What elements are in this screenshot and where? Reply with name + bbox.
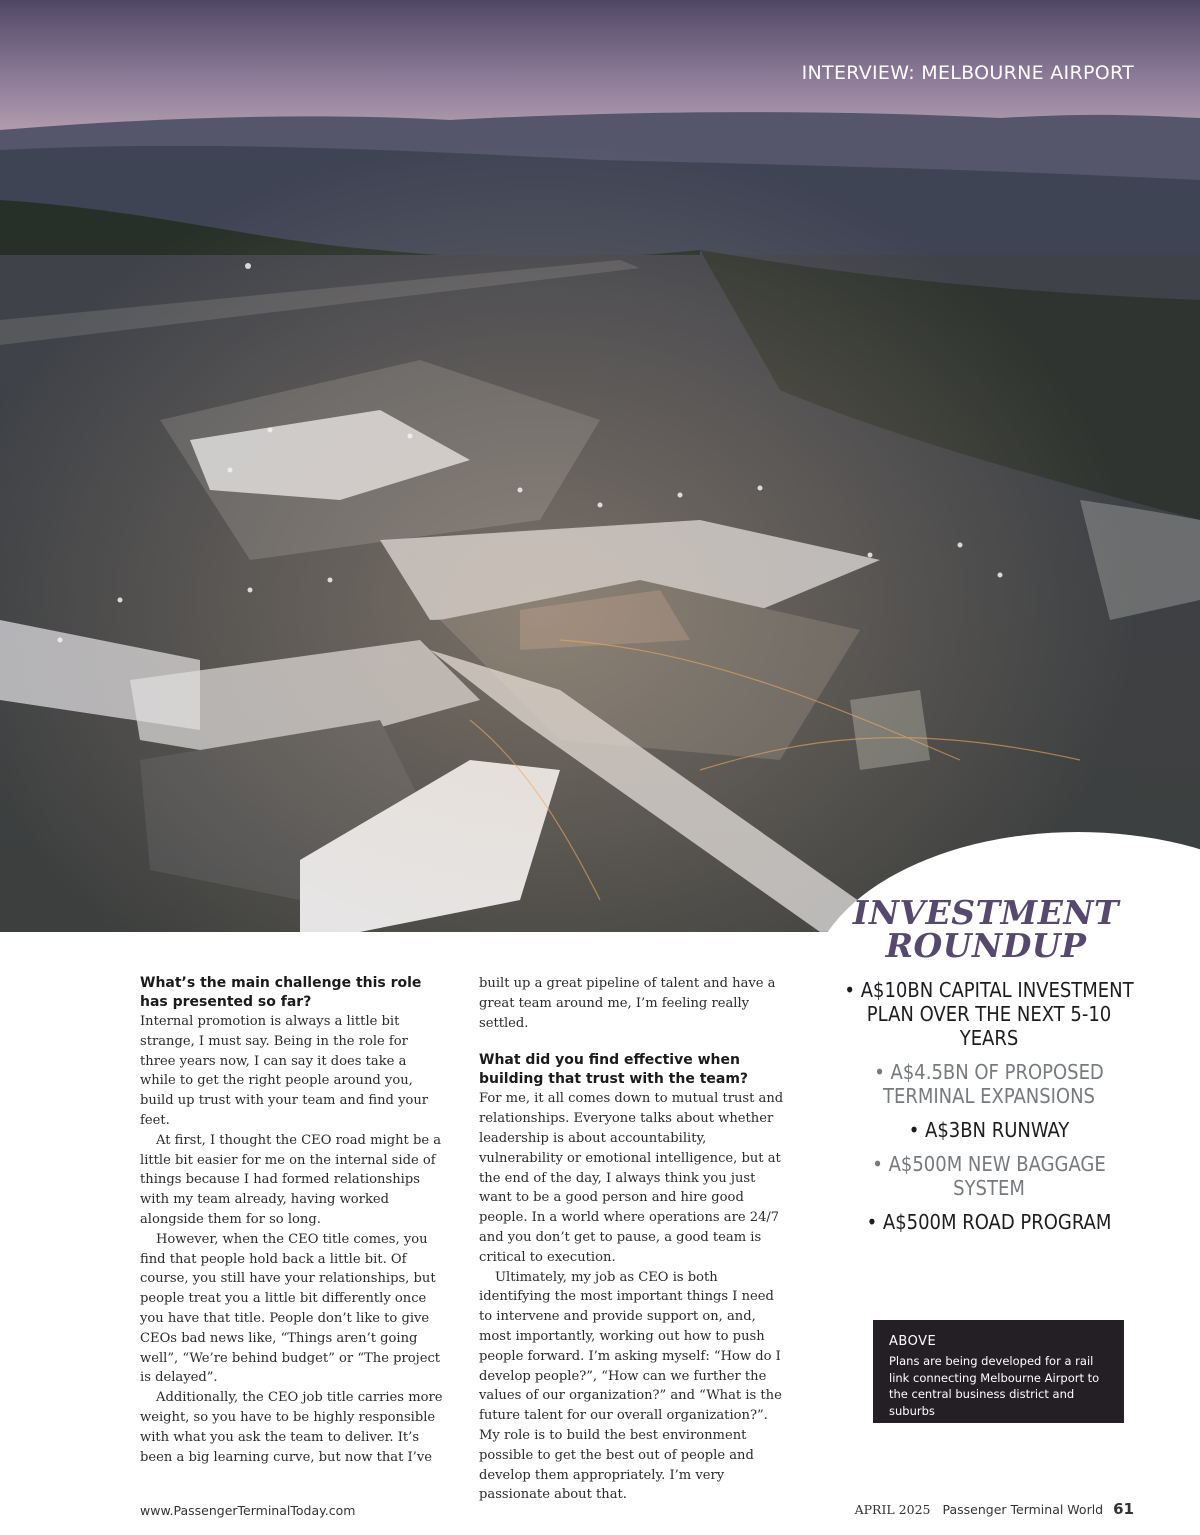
roundup-item: • A$10BN CAPITAL INVESTMENT PLAN OVER THE NEXT 5-10 YEARS	[844, 978, 1134, 1050]
article-paragraph: At first, I thought the CEO road might be a little bit easier for me on the internal side of things because I had formed relationships with my team already, having worked alongside them for so long.	[140, 1132, 442, 1227]
caption-text: Plans are being developed for a rail link connecting Melbourne Airport to the central business district and suburbs	[889, 1354, 1100, 1418]
article-paragraph: For me, it all comes down to mutual trust and relationships. Everyone talks about whether leadership is about accountability, vulnerability or emotional intelligence, but at the end of the day, I always think you just want to be a good person and hire good people. In a world where operations are 24/7 and you don’t get to pause, a good team is critical to execution.	[479, 1091, 784, 1265]
roundup-title-line1: INVESTMENT	[852, 893, 1120, 932]
footer-folio	[855, 1500, 1134, 1518]
section-kicker: INTERVIEW: MELBOURNE AIRPORT	[801, 62, 1134, 84]
roundup-item: • A$500M NEW BAGGAGE SYSTEM	[872, 1152, 1106, 1200]
caption-label: ABOVE	[889, 1334, 937, 1349]
footer-publication: Passenger Terminal World	[942, 1502, 1104, 1517]
image-caption	[873, 1320, 1124, 1423]
roundup-title	[846, 893, 1126, 965]
question-heading: What’s the main challenge this role has presented so far?	[140, 975, 422, 1010]
article-column-1	[140, 974, 446, 1467]
article-column-2	[479, 974, 785, 1505]
question-heading: What did you find effective when building that trust with the team?	[479, 1052, 749, 1088]
article-paragraph: However, when the CEO title comes, you find that people hold back a little bit. Of course, you still have your relationships, but people treat you a little bit differently once you have that title. People don’t like to give CEOs bad news like, “Things aren’t going well”, “We’re behind budget” or “The project is delayed”.	[140, 1231, 441, 1386]
roundup-list	[836, 978, 1142, 1244]
roundup-title-line2: ROUNDUP	[885, 926, 1087, 965]
roundup-item: • A$4.5BN OF PROPOSED TERMINAL EXPANSIONS	[874, 1060, 1104, 1108]
roundup-item: • A$3BN RUNWAY	[908, 1118, 1070, 1142]
page-number: 61	[1113, 1500, 1134, 1518]
roundup-item: • A$500M ROAD PROGRAM	[866, 1210, 1112, 1234]
footer-url: www.PassengerTerminalToday.com	[140, 1503, 356, 1518]
article-paragraph: Internal promotion is always a little bit strange, I must say. Being in the role for three years now, I can say it does take a while to get the right people around you, build up trust with your team and find your feet.	[140, 1014, 429, 1128]
article-paragraph: Ultimately, my job as CEO is both identifying the most important things I need to intervene and provide support on, and, most importantly, working out how to push people forward. I’m asking myself: “How do I develop people?”, “How can we further the values of our organization?” and “What is the future talent for our overall organization?”. My role is to build the best environment possible to get the best out of people and develop them appropriately. I’m very passionate about that.	[479, 1269, 782, 1503]
article-paragraph: built up a great pipeline of talent and have a great team around me, I’m feeling really settled.	[479, 976, 776, 1031]
footer-date: APRIL 2025	[854, 1502, 931, 1517]
article-paragraph: Additionally, the CEO job title carries more weight, so you have to be highly responsible with what you ask the team to deliver. It’s been a big learning curve, but now that I’ve	[140, 1390, 443, 1465]
